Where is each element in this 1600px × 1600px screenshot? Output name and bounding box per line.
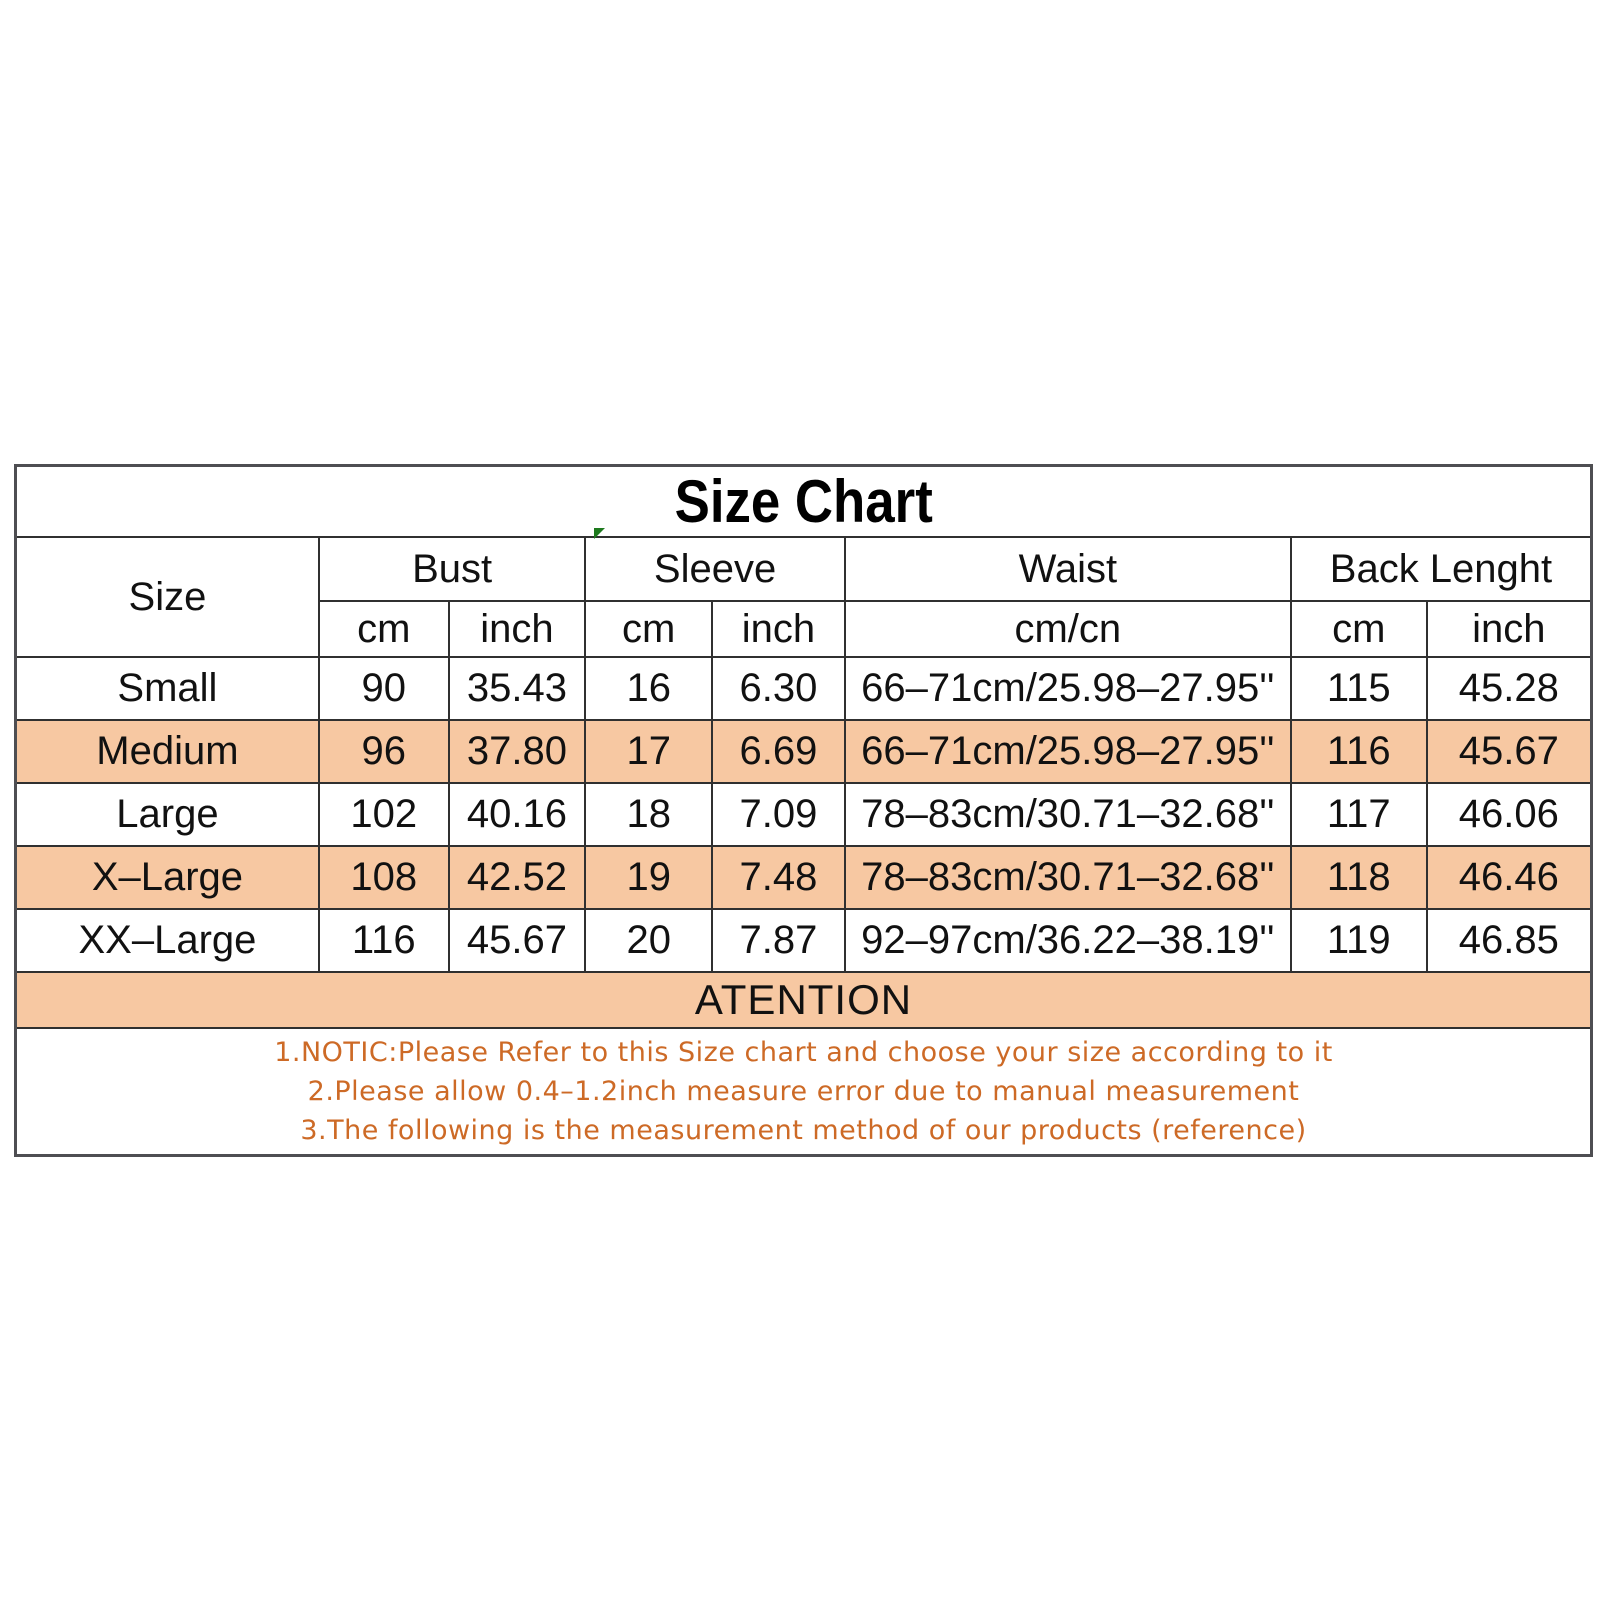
waist-cell: 78–83cm/30.71–32.68'' [845,846,1291,909]
notes-cell [16,1028,1592,1156]
bust-inch-cell: 37.80 [449,720,586,783]
sleeve-cm-cell: 17 [585,720,712,783]
bust-cm-cell: 102 [319,783,449,846]
bust-cm-cell: 108 [319,846,449,909]
waist-cell: 78–83cm/30.71–32.68'' [845,783,1291,846]
waist-cell: 66–71cm/25.98–27.95'' [845,720,1291,783]
bust-inch-cell: 42.52 [449,846,586,909]
size-cell: X–Large [16,846,319,909]
table-row-small [16,657,1592,720]
back-cm-cell: 118 [1291,846,1427,909]
header-bust-inch: inch [449,601,586,657]
header-waist-cmcn: cm/cn [845,601,1291,657]
size-cell: Small [16,657,319,720]
table-row-medium [16,720,1592,783]
sleeve-cm-cell: 19 [585,846,712,909]
sleeve-inch-cell: 6.69 [712,720,845,783]
page-title: Size Chart [674,468,933,535]
sleeve-cm-cell: 18 [585,783,712,846]
bust-cm-cell: 90 [319,657,449,720]
bust-inch-cell: 45.67 [449,909,586,972]
header-row-groups [16,537,1592,601]
bust-cm-cell: 116 [319,909,449,972]
attention-label: ATENTION [16,972,1592,1028]
sleeve-inch-cell: 7.48 [712,846,845,909]
size-cell: XX–Large [16,909,319,972]
title-row [16,466,1592,538]
sleeve-cm-cell: 20 [585,909,712,972]
header-bust-cm: cm [319,601,449,657]
back-inch-cell: 45.28 [1427,657,1592,720]
size-chart-sheet [14,464,1593,1157]
notes-stack [17,1037,1590,1146]
back-cm-cell: 119 [1291,909,1427,972]
back-inch-cell: 45.67 [1427,720,1592,783]
note-line-3: 3.The following is the measurement method of our products (reference) [300,1115,1307,1146]
back-inch-cell: 46.06 [1427,783,1592,846]
green-corner-marker-icon [594,528,605,539]
sleeve-inch-cell: 7.87 [712,909,845,972]
note-line-1: 1.NOTIC:Please Refer to this Size chart and choose your size according to it [274,1037,1333,1068]
attention-banner-row [16,972,1592,1028]
sleeve-cm-cell: 16 [585,657,712,720]
header-sleeve-inch: inch [712,601,845,657]
bust-cm-cell: 96 [319,720,449,783]
header-sleeve-cm: cm [585,601,712,657]
table-row-large [16,783,1592,846]
size-chart-table [14,464,1593,1157]
note-line-2: 2.Please allow 0.4–1.2inch measure error due to manual measurement [307,1076,1300,1107]
back-cm-cell: 115 [1291,657,1427,720]
back-inch-cell: 46.85 [1427,909,1592,972]
back-inch-cell: 46.46 [1427,846,1592,909]
waist-cell: 66–71cm/25.98–27.95'' [845,657,1291,720]
back-cm-cell: 117 [1291,783,1427,846]
waist-cell: 92–97cm/36.22–38.19'' [845,909,1291,972]
header-size: Size [16,537,319,657]
bust-inch-cell: 35.43 [449,657,586,720]
header-back-cm: cm [1291,601,1427,657]
table-row-xx-large [16,909,1592,972]
sleeve-inch-cell: 7.09 [712,783,845,846]
size-cell: Medium [16,720,319,783]
notes-row [16,1028,1592,1156]
header-back-length: Back Lenght [1291,537,1592,601]
bust-inch-cell: 40.16 [449,783,586,846]
title-cell [16,466,1592,538]
table-row-x-large [16,846,1592,909]
back-cm-cell: 116 [1291,720,1427,783]
size-cell: Large [16,783,319,846]
sleeve-inch-cell: 6.30 [712,657,845,720]
header-waist: Waist [845,537,1291,601]
header-back-inch: inch [1427,601,1592,657]
header-sleeve: Sleeve [585,537,844,601]
header-bust: Bust [319,537,585,601]
